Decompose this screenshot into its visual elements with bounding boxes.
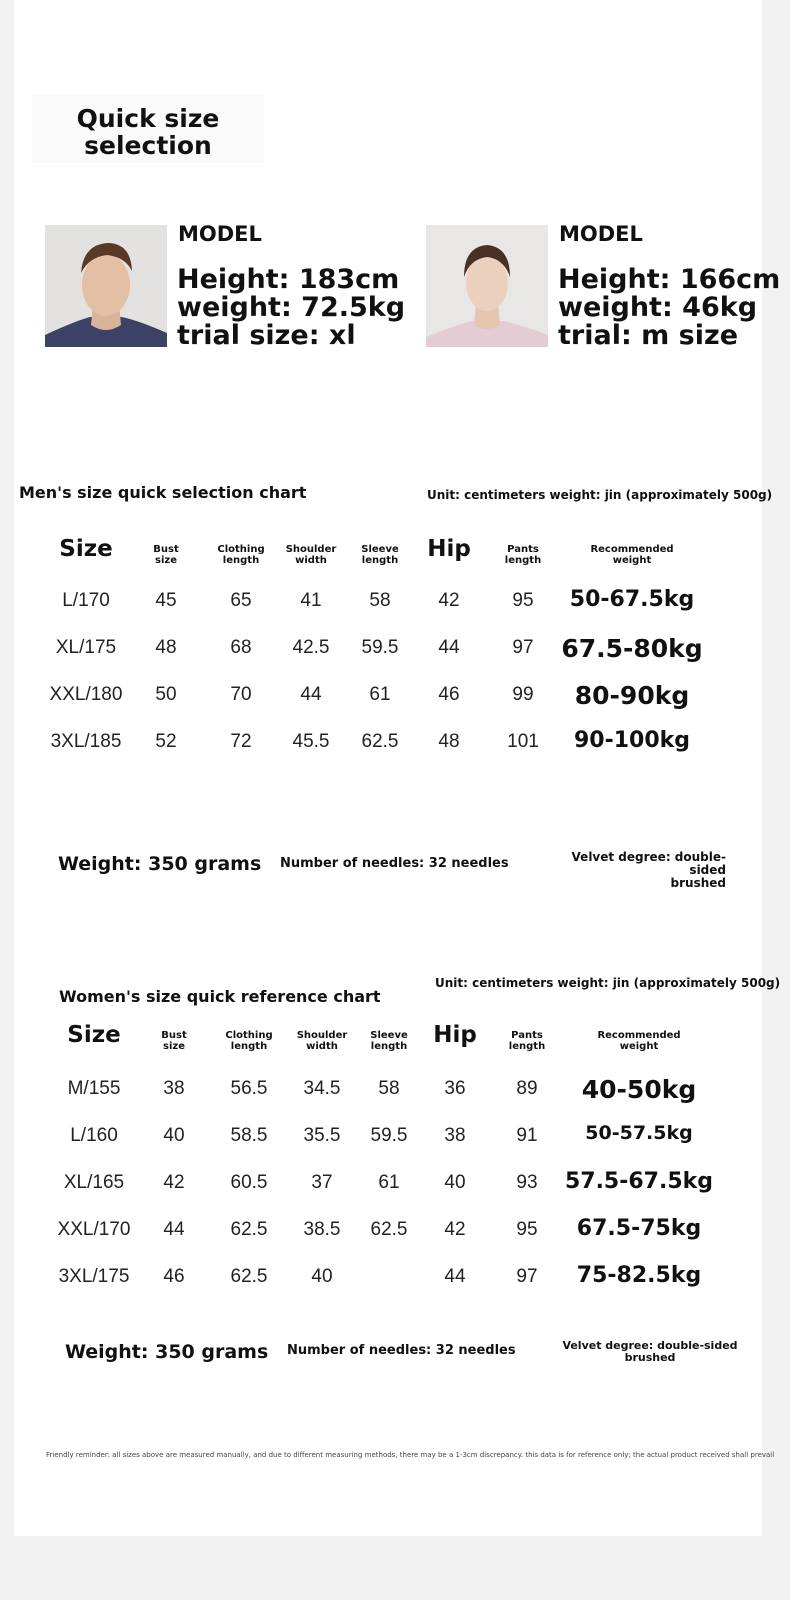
womens_chart-row-4-col-5: 44: [444, 1266, 466, 1287]
mens_chart-row-0-col-7: 50-67.5kg: [569, 587, 695, 612]
womens_chart-row-4-col-3: 40: [311, 1266, 333, 1287]
womens-footer-velvet: [560, 1340, 740, 1364]
womens_chart-row-4-col-0: 3XL/175: [58, 1266, 130, 1287]
friendly-reminder: Friendly reminder: all sizes above are measured manually, and due to different measuring methods, there may be a 1-3cm discrepancy. this data is for reference only; the actual product received shall prevail: [46, 1451, 775, 1459]
mens_chart-row-2-col-7: 80-90kg: [574, 681, 690, 710]
mens_chart-row-2-col-2: 70: [230, 684, 252, 705]
mens_chart-row-1-col-5: 44: [438, 637, 460, 658]
female-model-stats: [558, 266, 780, 350]
womens-chart-title: Women's size quick reference chart: [59, 987, 381, 1006]
womens_chart-row-3-col-5: 42: [444, 1219, 466, 1240]
womens_chart-row-1-col-0: L/160: [70, 1125, 118, 1146]
mens_chart-row-0-col-0: L/170: [62, 590, 110, 611]
mens_chart-row-3-col-0: 3XL/185: [50, 731, 122, 752]
page-title: [32, 95, 264, 163]
mens_chart-header-5: Hip: [427, 536, 471, 562]
mens-footer-velvet: [540, 851, 726, 890]
womens_chart-row-0-col-1: 38: [163, 1078, 185, 1099]
womens_chart-row-4-col-1: 46: [163, 1266, 185, 1287]
womens_chart-row-3-col-1: 44: [163, 1219, 185, 1240]
womens_chart-row-3-col-3: 38.5: [303, 1219, 341, 1240]
female-model-height: Height: 166cm: [558, 264, 781, 295]
title-line-2: selection: [84, 131, 212, 160]
male-model-trial: trial size: xl: [177, 320, 356, 351]
mens_chart-row-3-col-2: 72: [230, 731, 252, 752]
mens_chart-row-2-col-5: 46: [438, 684, 460, 705]
mens_chart-row-2-col-0: XXL/180: [49, 684, 123, 705]
mens_chart-row-3-col-3: 45.5: [292, 731, 330, 752]
womens_chart-row-2-col-0: XL/165: [63, 1172, 125, 1193]
womens_chart-header-2: Clothing length: [225, 1030, 273, 1052]
womens_chart-header-5: Hip: [433, 1022, 477, 1048]
mens_chart-row-2-col-3: 44: [300, 684, 322, 705]
mens_chart-row-1-col-3: 42.5: [292, 637, 330, 658]
womens_chart-row-0-col-2: 56.5: [230, 1078, 268, 1099]
womens_chart-row-3-col-7: 67.5-75kg: [576, 1216, 702, 1241]
womens_chart-row-3-col-0: XXL/170: [57, 1219, 131, 1240]
mens_chart-row-1-col-6: 97: [512, 637, 534, 658]
womens_chart-row-1-col-5: 38: [444, 1125, 466, 1146]
mens_chart-row-3-col-7: 90-100kg: [573, 728, 691, 753]
womens_chart-row-0-col-5: 36: [444, 1078, 466, 1099]
mens-chart-title: Men's size quick selection chart: [19, 483, 307, 502]
mens_chart-header-6: Pants length: [504, 544, 542, 566]
title-line-1: Quick size: [76, 104, 220, 133]
womens_chart-row-3-col-6: 95: [516, 1219, 538, 1240]
womens_chart-row-1-col-3: 35.5: [303, 1125, 341, 1146]
womens_chart-row-1-col-4: 59.5: [370, 1125, 408, 1146]
womens_chart-row-2-col-3: 37: [311, 1172, 333, 1193]
womens-footer-weight: Weight: 350 grams: [65, 1341, 269, 1363]
mens_chart-row-1-col-4: 59.5: [361, 637, 399, 658]
womens-chart-unit: Unit: centimeters weight: jin (approximately 500g): [435, 976, 781, 990]
mens_chart-row-0-col-6: 95: [512, 590, 534, 611]
womens-velvet-line-2: brushed: [624, 1351, 676, 1364]
male-model-photo: [45, 225, 167, 347]
womens_chart-row-0-col-0: M/155: [67, 1078, 121, 1099]
male-model-label: MODEL: [178, 222, 262, 246]
womens-footer-needles: Number of needles: 32 needles: [287, 1343, 516, 1358]
mens_chart-header-3: Shoulder width: [285, 544, 337, 566]
mens_chart-row-3-col-6: 101: [507, 731, 539, 752]
mens_chart-row-3-col-4: 62.5: [361, 731, 399, 752]
womens_chart-row-2-col-4: 61: [378, 1172, 400, 1193]
mens_chart-row-0-col-4: 58: [369, 590, 391, 611]
womens_chart-row-2-col-7: 57.5-67.5kg: [564, 1169, 714, 1194]
mens_chart-row-2-col-4: 61: [369, 684, 391, 705]
womens_chart-row-1-col-2: 58.5: [230, 1125, 268, 1146]
womens_chart-row-1-col-7: 50-57.5kg: [585, 1122, 693, 1144]
womens_chart-row-0-col-6: 89: [516, 1078, 538, 1099]
male-model-weight: weight: 72.5kg: [177, 292, 406, 323]
womens_chart-header-4: Sleeve length: [370, 1030, 408, 1052]
mens_chart-row-0-col-5: 42: [438, 590, 460, 611]
womens_chart-row-4-col-2: 62.5: [230, 1266, 268, 1287]
womens_chart-header-7: Recommended weight: [597, 1030, 681, 1052]
mens_chart-row-1-col-2: 68: [230, 637, 252, 658]
womens_chart-row-0-col-7: 40-50kg: [581, 1075, 697, 1104]
womens_chart-row-0-col-4: 58: [378, 1078, 400, 1099]
mens_chart-row-2-col-6: 99: [512, 684, 534, 705]
mens_chart-row-0-col-2: 65: [230, 590, 252, 611]
mens_chart-row-2-col-1: 50: [155, 684, 177, 705]
womens_chart-row-0-col-3: 34.5: [303, 1078, 341, 1099]
womens_chart-row-2-col-6: 93: [516, 1172, 538, 1193]
womens_chart-row-3-col-4: 62.5: [370, 1219, 408, 1240]
mens_chart-row-1-col-1: 48: [155, 637, 177, 658]
womens_chart-row-3-col-2: 62.5: [230, 1219, 268, 1240]
mens-footer-weight: Weight: 350 grams: [58, 853, 262, 875]
womens_chart-header-0: Size: [67, 1022, 121, 1048]
womens-velvet-line-1: Velvet degree: double-sided: [562, 1339, 738, 1352]
mens_chart-row-3-col-5: 48: [438, 731, 460, 752]
womens_chart-header-3: Shoulder width: [296, 1030, 348, 1052]
mens_chart-row-1-col-0: XL/175: [55, 637, 117, 658]
mens_chart-row-0-col-3: 41: [300, 590, 322, 611]
mens_chart-header-4: Sleeve length: [361, 544, 399, 566]
mens-chart-unit: Unit: centimeters weight: jin (approximately 500g): [427, 488, 773, 502]
mens_chart-header-1: Bust size: [153, 544, 179, 566]
mens_chart-header-0: Size: [59, 536, 113, 562]
female-model-trial: trial: m size: [558, 320, 739, 351]
mens_chart-header-7: Recommended weight: [590, 544, 674, 566]
mens-velvet-line-2: brushed: [670, 876, 726, 890]
female-model-photo: [426, 225, 548, 347]
womens_chart-header-1: Bust size: [161, 1030, 187, 1052]
womens_chart-row-4-col-6: 97: [516, 1266, 538, 1287]
womens_chart-row-2-col-5: 40: [444, 1172, 466, 1193]
womens_chart-row-2-col-2: 60.5: [230, 1172, 268, 1193]
mens-footer-needles: Number of needles: 32 needles: [280, 856, 509, 871]
female-model-weight: weight: 46kg: [558, 292, 758, 323]
womens_chart-header-6: Pants length: [508, 1030, 546, 1052]
male-model-height: Height: 183cm: [177, 264, 400, 295]
mens_chart-header-2: Clothing length: [217, 544, 265, 566]
womens_chart-row-1-col-1: 40: [163, 1125, 185, 1146]
womens_chart-row-2-col-1: 42: [163, 1172, 185, 1193]
male-model-stats: [177, 266, 405, 350]
female-model-label: MODEL: [559, 222, 643, 246]
mens-velvet-line-1: Velvet degree: double-sided: [571, 850, 726, 877]
womens_chart-row-4-col-7: 75-82.5kg: [576, 1263, 702, 1288]
womens_chart-row-1-col-6: 91: [516, 1125, 538, 1146]
mens_chart-row-0-col-1: 45: [155, 590, 177, 611]
mens_chart-row-1-col-7: 67.5-80kg: [561, 634, 703, 663]
mens_chart-row-3-col-1: 52: [155, 731, 177, 752]
